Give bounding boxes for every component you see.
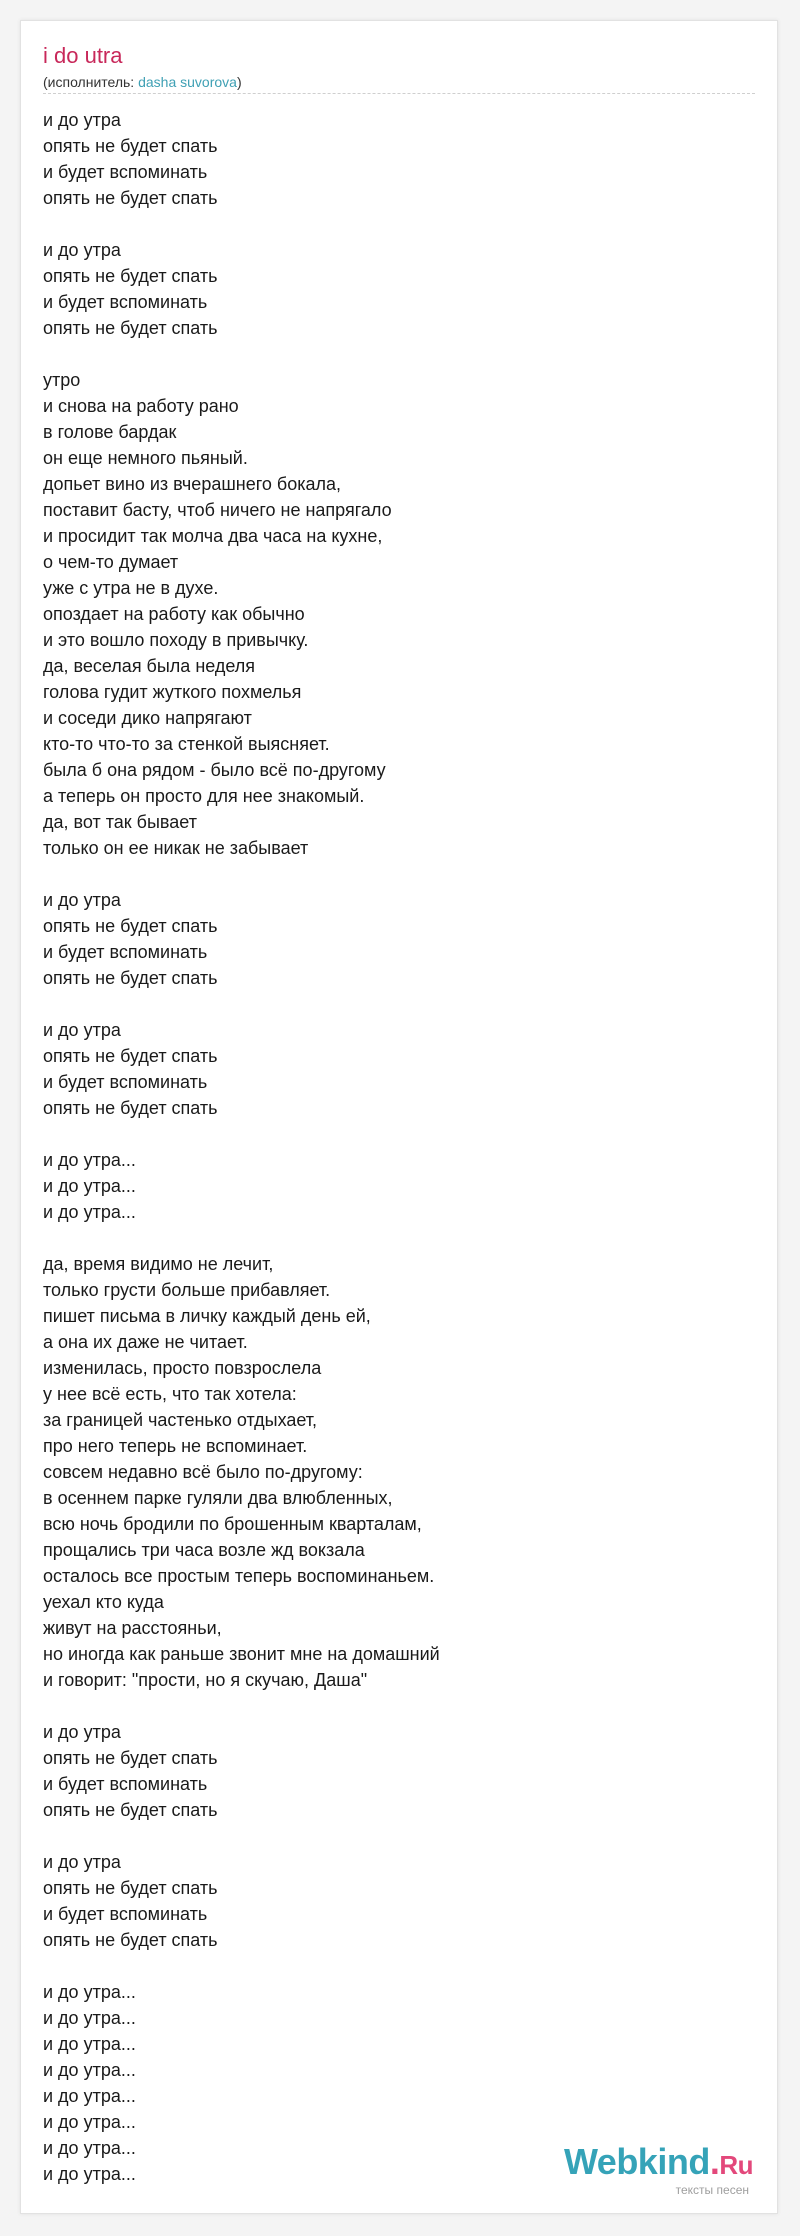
lyrics-line: и до утра... bbox=[43, 2164, 136, 2184]
lyrics-line: опять не будет спать bbox=[43, 266, 218, 286]
lyrics-line: и будет вспоминать bbox=[43, 942, 208, 962]
lyrics-line: в голове бардак bbox=[43, 422, 177, 442]
lyrics-line: да, время видимо не лечит, bbox=[43, 1254, 274, 1274]
lyrics-line: опять не будет спать bbox=[43, 1878, 218, 1898]
lyrics-line: опять не будет спать bbox=[43, 968, 218, 988]
artist-link[interactable]: dasha suvorova bbox=[138, 74, 237, 90]
lyrics-line: и до утра... bbox=[43, 1982, 136, 2002]
lyrics-line: за границей частенько отдыхает, bbox=[43, 1410, 318, 1430]
lyrics-stanza bbox=[43, 107, 743, 211]
lyrics-line: и до утра... bbox=[43, 2034, 136, 2054]
lyrics-line: всю ночь бродили по брошенным кварталам, bbox=[43, 1514, 422, 1534]
logo-brand: Webkind bbox=[563, 2141, 710, 2182]
song-title: i do utra bbox=[43, 43, 123, 68]
artist-suffix: ) bbox=[236, 74, 242, 90]
lyrics-line: и говорит: "прости, но я скучаю, Даша" bbox=[43, 1670, 368, 1690]
lyrics-line: и до утра bbox=[43, 1020, 121, 1040]
lyrics-line: опять не будет спать bbox=[43, 1748, 218, 1768]
lyrics-line: осталось все простым теперь воспоминаньем. bbox=[43, 1566, 435, 1586]
logo-tagline: тексты песен bbox=[675, 2183, 749, 2197]
lyrics-line: и просидит так молча два часа на кухне, bbox=[43, 526, 383, 546]
lyrics-line: и до утра bbox=[43, 240, 121, 260]
lyrics-line: и соседи дико напрягают bbox=[43, 708, 252, 728]
lyrics-line: и до утра... bbox=[43, 1176, 136, 1196]
lyrics-line: совсем недавно всё было по-другому: bbox=[43, 1462, 363, 1482]
lyrics-line: опять не будет спать bbox=[43, 318, 218, 338]
lyrics-line: и до утра bbox=[43, 110, 121, 130]
lyrics-line: у нее всё есть, что так хотела: bbox=[43, 1384, 297, 1404]
lyrics-line: опять не будет спать bbox=[43, 1098, 218, 1118]
lyrics-line: только он ее никак не забывает bbox=[43, 838, 309, 858]
lyrics-stanza bbox=[43, 367, 743, 861]
lyrics-line: опоздает на работу как обычно bbox=[43, 604, 305, 624]
lyrics-line: а она их даже не читает. bbox=[43, 1332, 248, 1352]
lyrics-line: про него теперь не вспоминает. bbox=[43, 1436, 308, 1456]
lyrics-line: и будет вспоминать bbox=[43, 1774, 208, 1794]
lyrics-stanza bbox=[43, 237, 743, 341]
lyrics-stanza bbox=[43, 1251, 743, 1693]
lyrics-line: и будет вспоминать bbox=[43, 162, 208, 182]
lyrics-line: и будет вспоминать bbox=[43, 1904, 208, 1924]
lyrics-line: и до утра... bbox=[43, 1202, 136, 1222]
lyrics-stanza bbox=[43, 1017, 743, 1121]
lyrics-stanza bbox=[43, 1719, 743, 1823]
lyrics-line: а теперь он просто для нее знакомый. bbox=[43, 786, 365, 806]
lyrics-line: голова гудит жуткого похмелья bbox=[43, 682, 302, 702]
lyrics-line: опять не будет спать bbox=[43, 136, 218, 156]
lyrics-line: была б она рядом - было всё по-другому bbox=[43, 760, 386, 780]
lyrics-line: и до утра... bbox=[43, 2008, 136, 2028]
logo-dot: . bbox=[709, 2141, 720, 2182]
lyrics-line: и до утра bbox=[43, 1852, 121, 1872]
lyrics-stanza bbox=[43, 887, 743, 991]
lyrics-line: опять не будет спать bbox=[43, 1800, 218, 1820]
lyrics-line: допьет вино из вчерашнего бокала, bbox=[43, 474, 342, 494]
lyrics-line: и будет вспоминать bbox=[43, 1072, 208, 1092]
lyrics-line: кто-то что-то за стенкой выясняет. bbox=[43, 734, 330, 754]
lyrics-line: и до утра... bbox=[43, 2112, 136, 2132]
lyrics-line: опять не будет спать bbox=[43, 1930, 218, 1950]
lyrics-line: и это вошло походу в привычку. bbox=[43, 630, 309, 650]
lyrics-line: да, вот так бывает bbox=[43, 812, 197, 832]
lyrics-line: и будет вспоминать bbox=[43, 292, 208, 312]
lyrics-line: да, веселая была неделя bbox=[43, 656, 256, 676]
lyrics-stanza bbox=[43, 1849, 743, 1953]
title-divider bbox=[43, 93, 755, 94]
lyrics-line: изменилась, просто повзрослела bbox=[43, 1358, 322, 1378]
artist-line bbox=[43, 74, 242, 90]
lyrics-line: только грусти больше прибавляет. bbox=[43, 1280, 331, 1300]
lyrics-line: утро bbox=[43, 370, 81, 390]
lyrics-line: пишет письма в личку каждый день ей, bbox=[43, 1306, 371, 1326]
lyrics-line: и до утра... bbox=[43, 1150, 136, 1170]
artist-prefix: (исполнитель: bbox=[43, 74, 139, 90]
logo-wordmark bbox=[563, 2141, 753, 2183]
lyrics-line: и до утра bbox=[43, 890, 121, 910]
lyrics-line: опять не будет спать bbox=[43, 916, 218, 936]
lyrics-line: в осеннем парке гуляли два влюбленных, bbox=[43, 1488, 393, 1508]
lyrics-stanza bbox=[43, 1147, 743, 1225]
lyrics-line: и до утра... bbox=[43, 2138, 136, 2158]
lyrics-line: прощались три часа возле жд вокзала bbox=[43, 1540, 365, 1560]
lyrics-line: о чем-то думает bbox=[43, 552, 179, 572]
lyrics-body bbox=[43, 107, 743, 2213]
lyrics-line: живут на расстояньи, bbox=[43, 1618, 222, 1638]
logo-tld: Ru bbox=[719, 2150, 753, 2180]
lyrics-line: опять не будет спать bbox=[43, 188, 218, 208]
lyrics-line: но иногда как раньше звонит мне на домашний bbox=[43, 1644, 440, 1664]
site-logo[interactable] bbox=[563, 2141, 753, 2197]
lyrics-line: опять не будет спать bbox=[43, 1046, 218, 1066]
lyrics-line: и до утра bbox=[43, 1722, 121, 1742]
lyrics-line: и снова на работу рано bbox=[43, 396, 239, 416]
lyrics-line: поставит басту, чтоб ничего не напрягало bbox=[43, 500, 392, 520]
lyrics-line: и до утра... bbox=[43, 2060, 136, 2080]
lyrics-line: уехал кто куда bbox=[43, 1592, 164, 1612]
lyrics-card bbox=[20, 20, 778, 2214]
lyrics-line: уже с утра не в духе. bbox=[43, 578, 219, 598]
lyrics-line: и до утра... bbox=[43, 2086, 136, 2106]
lyrics-line: он еще немного пьяный. bbox=[43, 448, 248, 468]
